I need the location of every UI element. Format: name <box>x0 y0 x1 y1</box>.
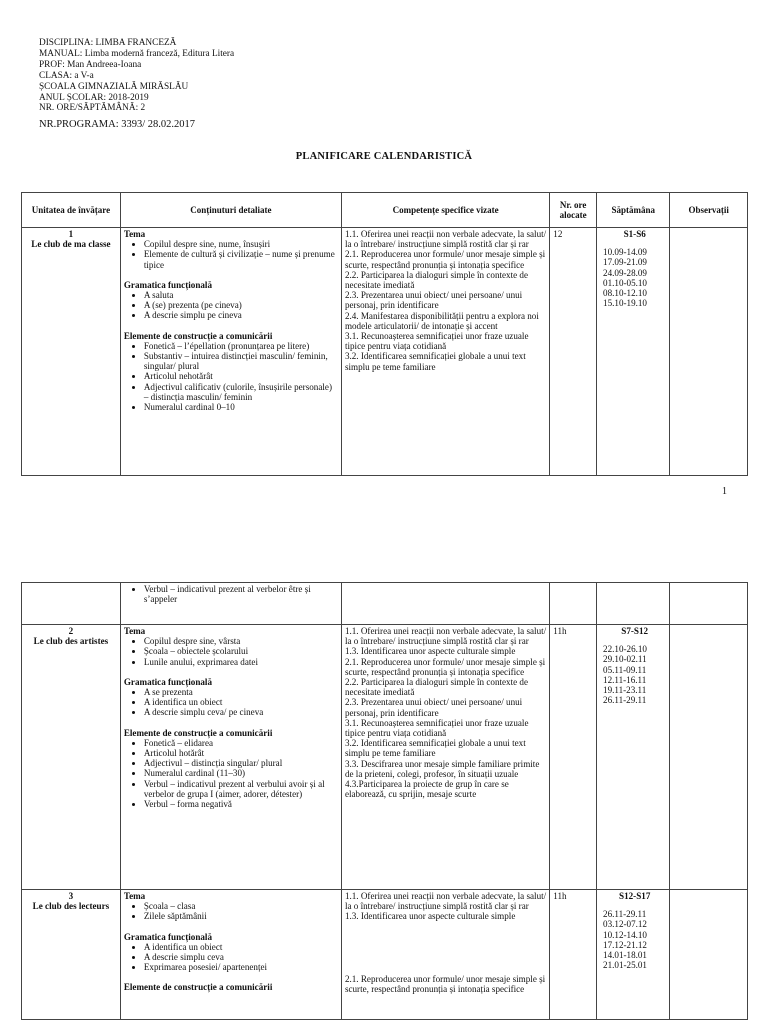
list-item: • Fonetică – elidarea <box>144 738 338 748</box>
week-date: 01.10-05.10 <box>603 277 647 288</box>
competence-item: 1.1. Oferirea unei reacții non verbale adecvate, la salut/ la o întrebare/ instrucțiune simplă rostită clar și rar <box>344 891 547 912</box>
week-cell <box>597 625 670 890</box>
header-line-manual: MANUAL: Limba modernă franceză, Editura Litera <box>39 48 235 59</box>
week-date: 10.09-14.09 <box>603 247 647 258</box>
table-row-continuation <box>22 583 748 625</box>
competence-item: 1.1. Oferirea unei reacții non verbale adecvate, la salut/ la o întrebare/ instrucțiune simplă rostită clar și rar <box>344 626 547 647</box>
week-date: 17.09-21.09 <box>603 257 647 268</box>
header-hours: Nr. ore alocate <box>550 193 597 228</box>
hours-cell <box>550 583 597 625</box>
competences-cell <box>341 583 549 625</box>
continuation-list <box>124 584 338 604</box>
week-date: 14.01-18.01 <box>603 950 647 961</box>
competences-cell <box>341 228 549 476</box>
observations-cell <box>670 228 748 476</box>
week-label: S1-S6 <box>623 229 646 239</box>
competence-item: 2.2. Participarea la dialoguri simple în contexte de necesitate imediată <box>344 269 529 291</box>
header-line-school-year: ANUL ȘCOLAR: 2018-2019 <box>39 92 149 103</box>
header-line-teacher: PROF: Man Andreea-Ioana <box>39 59 142 70</box>
list-item: • Verbul – indicativul prezent al verbului avoir și al verbelor de grupa I (aimer, adorer, détester) <box>144 779 338 799</box>
unit-name: Le club de ma classe <box>31 239 111 250</box>
list-item: • A (se) prezenta (pe cineva) <box>144 300 338 310</box>
competence-item: 3.2. Identificarea semnificației globale a unui text simplu pe teme familiare <box>344 738 526 759</box>
unit-cell <box>22 583 121 625</box>
tema-list <box>124 901 338 921</box>
list-item: • Elemente de cultură și civilizație – nume și prenume tipice <box>144 249 338 269</box>
week-date: 17.12-21.12 <box>603 939 647 950</box>
hours-cell: 11h <box>550 625 597 890</box>
unit-name: Le club des lecteurs <box>32 901 110 912</box>
planning-table-page-2 <box>21 582 748 1020</box>
section-grammar-label: Gramatica funcțională <box>123 676 212 687</box>
competence-item: 2.3. Prezentarea unui obiect/ unei persoane/ unui personaj, prin identificare <box>344 697 523 718</box>
competence-item: 1.3. Identificarea unor aspecte culturale simple <box>344 911 516 922</box>
competences-cell <box>341 890 549 1020</box>
header-observations: Observații <box>670 193 748 228</box>
table-header-row <box>22 193 748 228</box>
list-item: • Adjectivul calificativ (culorile, însușirile personale) – distincția masculin/ feminin <box>144 382 338 402</box>
section-elements-label: Elemente de construcție a comunicării <box>123 727 273 738</box>
competence-item: 3.1. Recunoașterea semnificației unor fraze uzuale tipice pentru viața cotidiană <box>344 331 529 352</box>
unit-number: 3 <box>68 891 74 901</box>
section-tema-label: Tema <box>123 891 146 901</box>
list-item: • Școala – obiectele școlarului <box>144 646 338 656</box>
list-item: • A identifica un obiect <box>144 697 338 707</box>
week-date: 26.11-29.11 <box>603 695 647 706</box>
unit-cell <box>22 890 121 1020</box>
competence-item: 2.4. Manifestarea disponibilității pentru a explora noi modele articulatorii/ de intonație și accent <box>344 310 539 331</box>
competences-cell <box>341 625 549 890</box>
list-item: • Zilele săptămânii <box>144 911 338 921</box>
header-line-school: ȘCOALA GIMNAZIALĂ MIRĂSLĂU <box>39 81 189 92</box>
document-header <box>39 38 234 131</box>
week-date: 21.01-25.01 <box>603 960 647 971</box>
grammar-list <box>124 687 338 718</box>
list-item: • Copilul despre sine, vârsta <box>144 636 338 646</box>
header-content: Conținuturi detaliate <box>120 193 341 228</box>
observations-cell <box>670 583 748 625</box>
hours-cell: 12 <box>550 228 597 476</box>
section-grammar-label: Gramatica funcțională <box>123 279 212 290</box>
hours-cell: 11h <box>550 890 597 1020</box>
observations-cell <box>670 890 748 1020</box>
planning-table-page-1 <box>21 192 748 476</box>
week-date: 26.11-29.11 <box>603 909 647 920</box>
unit-number: 2 <box>68 626 74 636</box>
competence-item: 1.3. Identificarea unor aspecte culturale simple <box>344 646 516 657</box>
tema-list <box>124 636 338 667</box>
week-date: 15.10-19.10 <box>603 298 647 309</box>
table-row-unit-1 <box>22 228 748 476</box>
grammar-list <box>124 942 338 973</box>
list-item: • A se prezenta <box>144 687 338 697</box>
competence-item: 2.1. Reproducerea unor formule/ unor mesaje simple și scurte, respectând pronunția și intonația specifice <box>344 973 546 994</box>
content-cell <box>120 890 341 1020</box>
week-date: 24.09-28.09 <box>603 267 647 278</box>
section-elements-label: Elemente de construcție a comunicării <box>123 982 273 993</box>
header-line-class: CLASA: a V-a <box>39 70 94 81</box>
unit-cell <box>22 228 121 476</box>
header-line-discipline: DISCIPLINA: LIMBA FRANCEZĂ <box>39 38 177 48</box>
competence-item: 2.2. Participarea la dialoguri simple în contexte de necesitate imediată <box>344 677 529 698</box>
week-date: 03.12-07.12 <box>603 919 647 930</box>
list-item: • Articolul nehotărât <box>144 371 338 381</box>
content-cell <box>120 228 341 476</box>
competence-item: 3.1. Recunoașterea semnificației unor fraze uzuale tipice pentru viața cotidiană <box>344 717 529 739</box>
section-tema-label: Tema <box>123 229 146 239</box>
page-number: 1 <box>722 486 727 497</box>
week-cell <box>597 583 670 625</box>
section-tema-label: Tema <box>123 626 146 636</box>
competence-item: 3.3. Descifrarea unor mesaje simple familiare primite de la prieteni, colegi, profesor, în situații uzuale <box>344 758 540 779</box>
observations-cell <box>670 625 748 890</box>
week-date: 10.12-14.10 <box>603 929 647 940</box>
list-item: • A identifica un obiect <box>144 942 338 952</box>
list-item: • Lunile anului, exprimarea datei <box>144 657 338 667</box>
header-line-program-number: NR.PROGRAMA: 3393/ 28.02.2017 <box>39 119 196 131</box>
header-competences: Competențe specifice vizate <box>341 193 549 228</box>
header-week: Săptămâna <box>597 193 670 228</box>
list-item: • Articolul hotărât <box>144 748 338 758</box>
list-item: • Copilul despre sine, nume, însușiri <box>144 239 338 249</box>
table-row-unit-2 <box>22 625 748 890</box>
document-title: PLANIFICARE CALENDARISTICĂ <box>295 151 473 162</box>
content-cell <box>120 583 341 625</box>
week-cell <box>597 890 670 1020</box>
list-item: • A descrie simplu ceva <box>144 952 338 962</box>
section-grammar-label: Gramatica funcțională <box>123 931 212 942</box>
unit-cell <box>22 625 121 890</box>
elements-list <box>124 738 338 809</box>
competence-item: 2.1. Reproducerea unor formule/ unor mesaje simple și scurte, respectând pronunția și intonația specifice <box>344 249 546 270</box>
table-row-unit-3 <box>22 890 748 1020</box>
competence-item: 1.1. Oferirea unei reacții non verbale adecvate, la salut/ la o întrebare/ instrucțiune simplă rostită clar și rar <box>344 229 547 250</box>
header-unit: Unitatea de învățare <box>22 193 121 228</box>
list-item: • A descrie simplu pe cineva <box>144 310 338 320</box>
week-label: S7-S12 <box>621 626 649 636</box>
competence-item: 4.3.Participarea la proiecte de grup în care se elaborează, cu sprijin, mesaje scurte <box>344 779 509 800</box>
list-item: • A descrie simplu ceva/ pe cineva <box>144 707 338 717</box>
list-item: • Verbul – forma negativă <box>144 799 338 809</box>
week-date: 19.11-23.11 <box>603 685 647 696</box>
week-date: 08.10-12.10 <box>603 288 647 299</box>
list-item: • Numeralul cardinal 0–10 <box>144 402 338 412</box>
week-date: 22.10-26.10 <box>603 644 647 655</box>
list-item: • Substantiv – intuirea distincției masculin/ feminin, singular/ plural <box>144 351 338 371</box>
elements-list <box>124 341 338 412</box>
list-item: • Numeralul cardinal (11–30) <box>144 768 338 778</box>
list-item: • Școala – clasa <box>144 901 338 911</box>
grammar-list <box>124 290 338 321</box>
section-elements-label: Elemente de construcție a comunicării <box>123 330 273 341</box>
list-item: • Exprimarea posesiei/ apartenenței <box>144 962 338 972</box>
content-cell <box>120 625 341 890</box>
list-item: • Verbul – indicativul prezent al verbelor être și s’appeler <box>144 584 338 604</box>
unit-number: 1 <box>68 229 74 239</box>
competence-item: 2.3. Prezentarea unui obiect/ unei persoane/ unui personaj, prin identificare <box>344 290 523 311</box>
week-cell <box>597 228 670 476</box>
week-date: 29.10-02.11 <box>603 654 647 665</box>
competence-item: 3.2. Identificarea semnificației globale a unui text simplu pe teme familiare <box>344 351 526 372</box>
list-item: • Fonetică – l’épellation (pronunțarea pe litere) <box>144 341 338 351</box>
unit-name: Le club des artistes <box>33 636 109 647</box>
header-line-hours-week: NR. ORE/SĂPTĂMÂNĂ: 2 <box>39 103 146 114</box>
week-label: S12-S17 <box>619 891 651 901</box>
list-item: • A saluta <box>144 290 338 300</box>
list-item: • Adjectivul – distincția singular/ plural <box>144 758 338 768</box>
week-date: 12.11-16.11 <box>603 674 647 685</box>
competence-item: 2.1. Reproducerea unor formule/ unor mesaje simple și scurte, respectând pronunția și intonația specifice <box>344 656 546 677</box>
tema-list <box>124 239 338 270</box>
week-date: 05.11-09.11 <box>603 664 647 675</box>
